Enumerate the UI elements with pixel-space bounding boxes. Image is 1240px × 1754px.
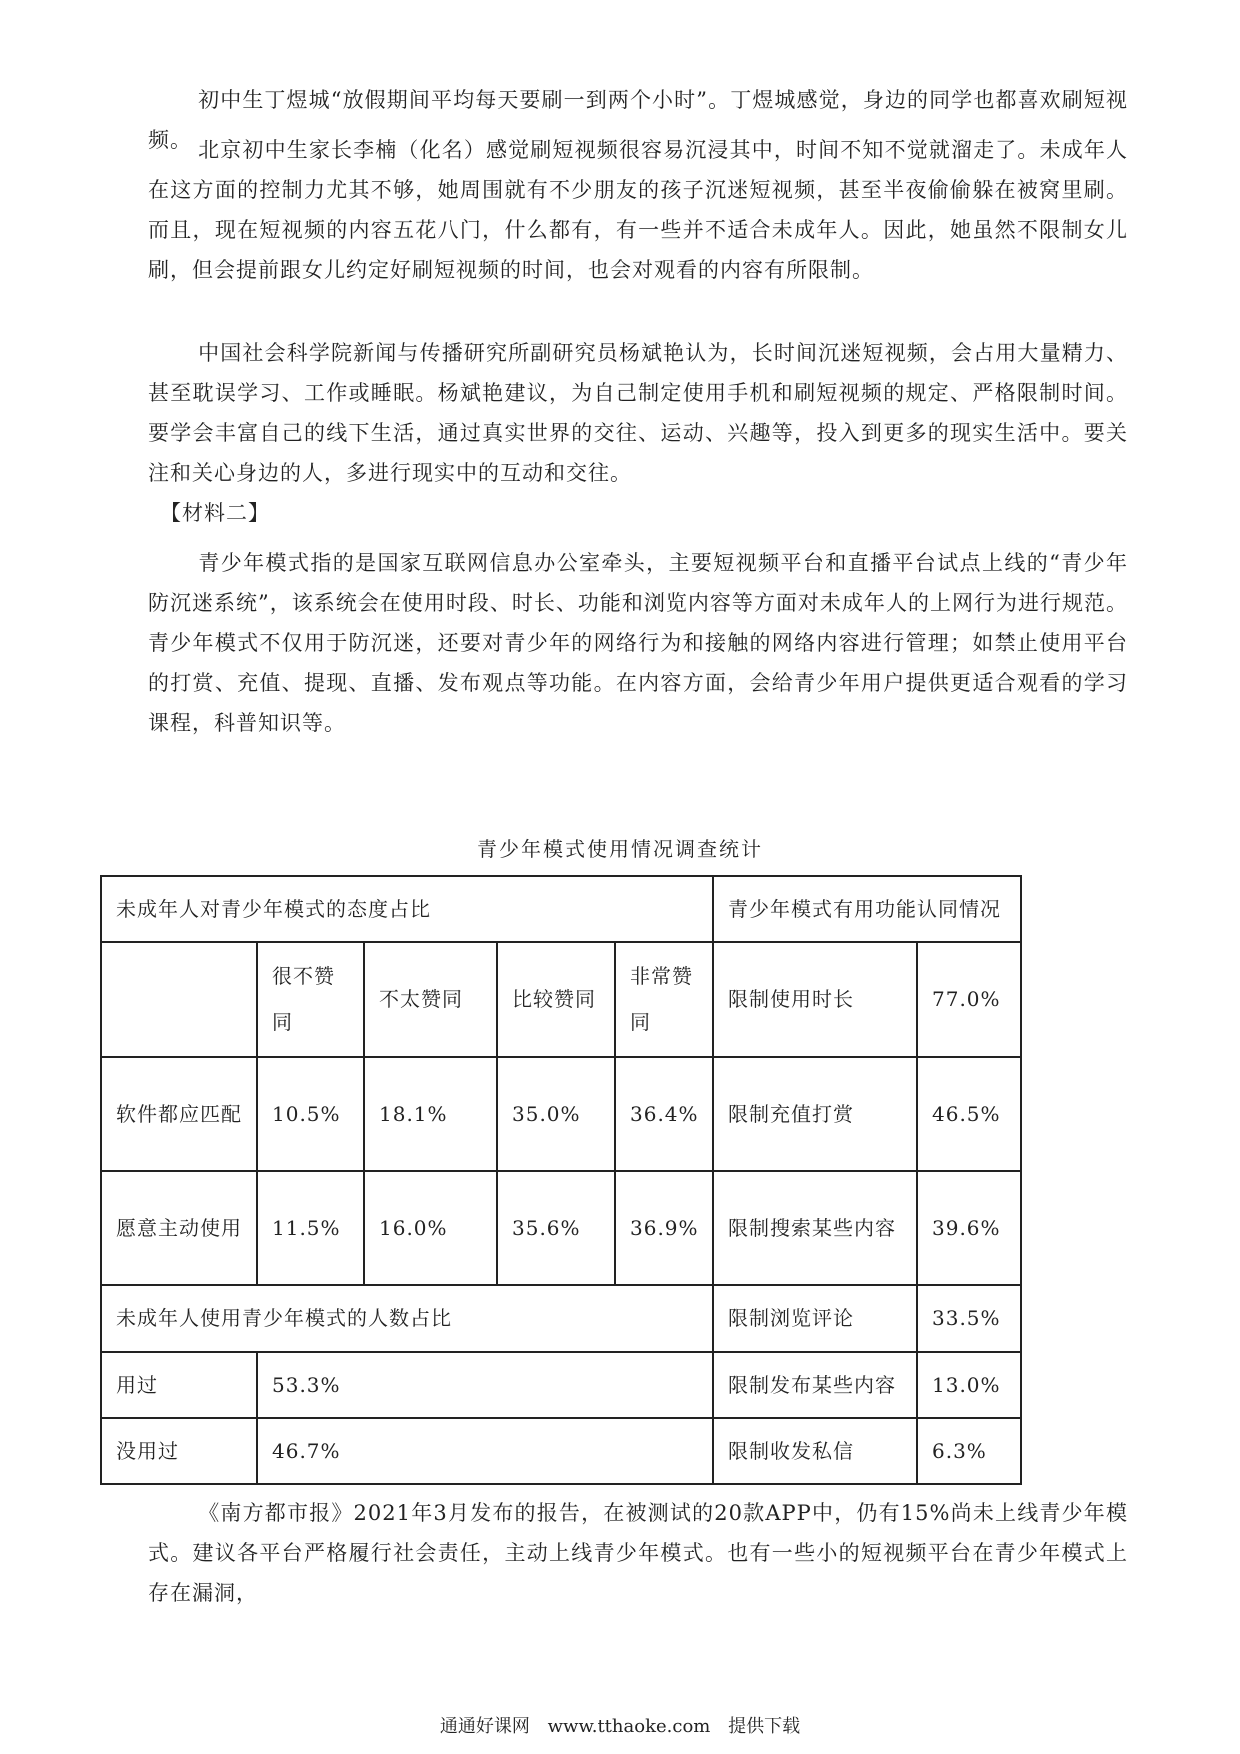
table-caption: 青少年模式使用情况调查统计 bbox=[477, 837, 763, 861]
function-value: 13.0% bbox=[917, 1352, 1021, 1418]
table-row bbox=[101, 1057, 1021, 1171]
table-row bbox=[101, 1418, 1021, 1484]
table-cell: 36.4% bbox=[615, 1057, 713, 1171]
paragraph-1: 初中生丁煜城“放假期间平均每天要刷一到两个小时”。丁煜城感觉，身边的同学也都喜欢刷短视频。 bbox=[148, 88, 1128, 152]
table-row bbox=[101, 1171, 1021, 1285]
function-label: 限制浏览评论 bbox=[713, 1285, 917, 1351]
function-value: 39.6% bbox=[917, 1171, 1021, 1285]
function-label: 限制发布某些内容 bbox=[713, 1352, 917, 1418]
column-header: 非常赞同 bbox=[615, 942, 713, 1056]
material-heading: 【材料二】 bbox=[160, 501, 270, 525]
closing-paragraph: 《南方都市报》2021年3月发布的报告，在被测试的20款APP中，仍有15%尚未上线青少年模式。建议各平台严格履行社会责任，主动上线青少年模式。也有一些小的短视频平台在青少年模式上存在漏洞， bbox=[148, 1501, 1128, 1605]
function-value: 46.5% bbox=[917, 1057, 1021, 1171]
footer-suffix: 提供下载 bbox=[728, 1716, 801, 1737]
footer-url[interactable]: www.tthaoke.com bbox=[547, 1716, 711, 1737]
paragraph-2: 北京初中生家长李楠（化名）感觉刷短视频很容易沉浸其中，时间不知不觉就溜走了。未成年人在这方面的控制力尤其不够，她周围就有不少朋友的孩子沉迷短视频，甚至半夜偷偷躲在被窝里刷。而且，现在短视频的内容五花八门，什么都有，有一些并不适合未成年人。因此，她虽然不限制女儿刷，但会提前跟女儿约定好刷短视频的时间，也会对观看的内容有所限制。 bbox=[148, 138, 1128, 282]
table-cell: 16.0% bbox=[364, 1171, 497, 1285]
table-cell: 11.5% bbox=[257, 1171, 364, 1285]
row-label: 愿意主动使用 bbox=[101, 1171, 257, 1285]
table-cell: 18.1% bbox=[364, 1057, 497, 1171]
table-row bbox=[101, 942, 1021, 1056]
function-label: 限制收发私信 bbox=[713, 1418, 917, 1484]
column-header: 不太赞同 bbox=[364, 942, 497, 1056]
table-cell: 35.0% bbox=[497, 1057, 615, 1171]
survey-table bbox=[100, 875, 1022, 1485]
function-label: 限制充值打赏 bbox=[713, 1057, 917, 1171]
table-row bbox=[101, 876, 1021, 942]
paragraph-3: 中国社会科学院新闻与传播研究所副研究员杨斌艳认为，长时间沉迷短视频，会占用大量精力、甚至耽误学习、工作或睡眠。杨斌艳建议，为自己制定使用手机和刷短视频的规定、严格限制时间。要学会丰富自己的线下生活，通过真实世界的交往、运动、兴趣等，投入到更多的现实生活中。要关注和关心身边的人，多进行现实中的互动和交往。 bbox=[148, 341, 1128, 485]
table-cell: 36.9% bbox=[615, 1171, 713, 1285]
material-paragraph: 青少年模式指的是国家互联网信息办公室牵头，主要短视频平台和直播平台试点上线的“青少年防沉迷系统”，该系统会在使用时段、时长、功能和浏览内容等方面对未成年人的上网行为进行规范。青少年模式不仅用于防沉迷，还要对青少年的网络行为和接触的网络内容进行管理；如禁止使用平台的打赏、充值、提现、直播、发布观点等功能。在内容方面，会给青少年用户提供更适合观看的学习课程，科普知识等。 bbox=[148, 551, 1128, 735]
column-header: 比较赞同 bbox=[497, 942, 615, 1056]
usage-value: 46.7% bbox=[257, 1418, 713, 1484]
function-label: 限制使用时长 bbox=[713, 942, 917, 1056]
function-label: 限制搜索某些内容 bbox=[713, 1171, 917, 1285]
empty-cell bbox=[101, 942, 257, 1056]
attitude-header: 未成年人对青少年模式的态度占比 bbox=[101, 876, 713, 942]
function-header: 青少年模式有用功能认同情况 bbox=[713, 876, 1021, 942]
footer-site-name: 通通好课网 bbox=[439, 1716, 530, 1737]
page-footer bbox=[0, 1712, 1240, 1738]
usage-value: 53.3% bbox=[257, 1352, 713, 1418]
function-value: 33.5% bbox=[917, 1285, 1021, 1351]
usage-header: 未成年人使用青少年模式的人数占比 bbox=[101, 1285, 713, 1351]
table-cell: 10.5% bbox=[257, 1057, 364, 1171]
table-cell: 35.6% bbox=[497, 1171, 615, 1285]
function-value: 77.0% bbox=[917, 942, 1021, 1056]
table-row bbox=[101, 1285, 1021, 1351]
table-row bbox=[101, 1352, 1021, 1418]
usage-label: 没用过 bbox=[101, 1418, 257, 1484]
row-label: 软件都应匹配 bbox=[101, 1057, 257, 1171]
function-value: 6.3% bbox=[917, 1418, 1021, 1484]
column-header: 很不赞同 bbox=[257, 942, 364, 1056]
usage-label: 用过 bbox=[101, 1352, 257, 1418]
